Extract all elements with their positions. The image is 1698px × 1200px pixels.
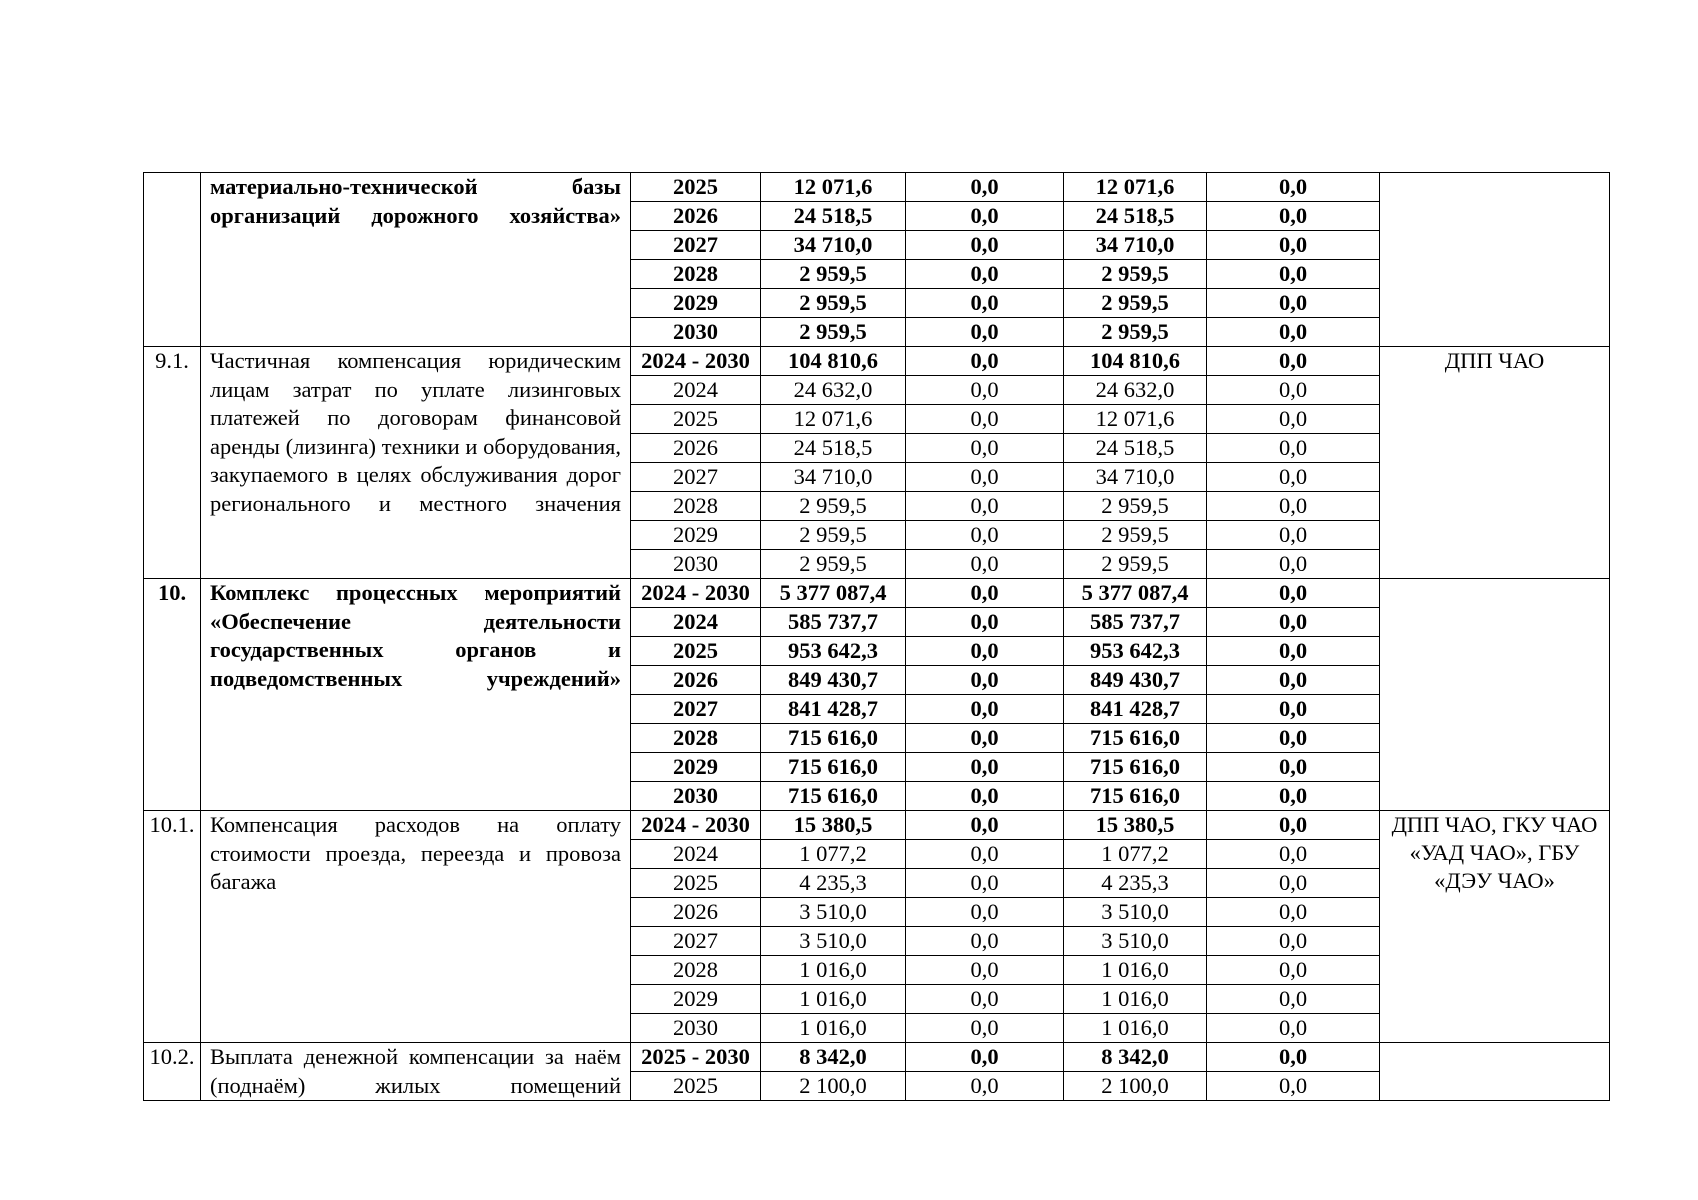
period-cell: 2024 - 2030 [631, 811, 761, 840]
regional-budget-cell: 2 959,5 [1064, 550, 1207, 579]
item-number: 9.1. [144, 347, 201, 579]
federal-budget-cell: 0,0 [906, 318, 1064, 347]
regional-budget-cell: 2 959,5 [1064, 260, 1207, 289]
other-sources-cell: 0,0 [1207, 260, 1380, 289]
regional-budget-cell: 585 737,7 [1064, 608, 1207, 637]
period-cell: 2025 [631, 405, 761, 434]
responsible-cell: ДПП ЧАО [1380, 347, 1610, 579]
item-name: Выплата денежной компенсации за наём (поднаём) жилых помещений [210, 1044, 621, 1098]
other-sources-cell: 0,0 [1207, 376, 1380, 405]
responsible-cell [1380, 1043, 1610, 1101]
federal-budget-cell: 0,0 [906, 231, 1064, 260]
federal-budget-cell: 0,0 [906, 463, 1064, 492]
item-name-cell [201, 173, 631, 347]
period-cell: 2030 [631, 318, 761, 347]
item-name: материально-технической базы организаций дорожного хозяйства» [210, 174, 621, 228]
other-sources-cell: 0,0 [1207, 579, 1380, 608]
responsible-cell: ДПП ЧАО, ГКУ ЧАО «УАД ЧАО», ГБУ «ДЭУ ЧАО» [1380, 811, 1610, 1043]
table-row [144, 811, 1610, 840]
regional-budget-cell: 849 430,7 [1064, 666, 1207, 695]
regional-budget-cell: 2 959,5 [1064, 289, 1207, 318]
regional-budget-cell: 3 510,0 [1064, 898, 1207, 927]
other-sources-cell: 0,0 [1207, 956, 1380, 985]
regional-budget-cell: 15 380,5 [1064, 811, 1207, 840]
federal-budget-cell: 0,0 [906, 260, 1064, 289]
other-sources-cell: 0,0 [1207, 898, 1380, 927]
total-cell: 24 518,5 [761, 434, 906, 463]
regional-budget-cell: 5 377 087,4 [1064, 579, 1207, 608]
period-cell: 2029 [631, 753, 761, 782]
federal-budget-cell: 0,0 [906, 695, 1064, 724]
total-cell: 1 016,0 [761, 1014, 906, 1043]
total-cell: 24 518,5 [761, 202, 906, 231]
regional-budget-cell: 12 071,6 [1064, 405, 1207, 434]
federal-budget-cell: 0,0 [906, 898, 1064, 927]
period-cell: 2026 [631, 666, 761, 695]
federal-budget-cell: 0,0 [906, 1043, 1064, 1072]
total-cell: 585 737,7 [761, 608, 906, 637]
other-sources-cell: 0,0 [1207, 869, 1380, 898]
total-cell: 2 959,5 [761, 550, 906, 579]
regional-budget-cell: 1 077,2 [1064, 840, 1207, 869]
total-cell: 849 430,7 [761, 666, 906, 695]
regional-budget-cell: 2 959,5 [1064, 318, 1207, 347]
other-sources-cell: 0,0 [1207, 985, 1380, 1014]
total-cell: 4 235,3 [761, 869, 906, 898]
federal-budget-cell: 0,0 [906, 869, 1064, 898]
period-cell: 2028 [631, 724, 761, 753]
other-sources-cell: 0,0 [1207, 666, 1380, 695]
period-cell: 2025 [631, 1072, 761, 1101]
federal-budget-cell: 0,0 [906, 927, 1064, 956]
federal-budget-cell: 0,0 [906, 608, 1064, 637]
total-cell: 5 377 087,4 [761, 579, 906, 608]
federal-budget-cell: 0,0 [906, 782, 1064, 811]
item-number: 10. [144, 579, 201, 811]
regional-budget-cell: 24 518,5 [1064, 202, 1207, 231]
other-sources-cell: 0,0 [1207, 347, 1380, 376]
federal-budget-cell: 0,0 [906, 840, 1064, 869]
federal-budget-cell: 0,0 [906, 666, 1064, 695]
table-row [144, 1043, 1610, 1072]
other-sources-cell: 0,0 [1207, 289, 1380, 318]
federal-budget-cell: 0,0 [906, 956, 1064, 985]
total-cell: 2 100,0 [761, 1072, 906, 1101]
period-cell: 2027 [631, 463, 761, 492]
federal-budget-cell: 0,0 [906, 202, 1064, 231]
period-cell: 2024 - 2030 [631, 347, 761, 376]
total-cell: 953 642,3 [761, 637, 906, 666]
regional-budget-cell: 2 100,0 [1064, 1072, 1207, 1101]
period-cell: 2024 [631, 840, 761, 869]
period-cell: 2029 [631, 521, 761, 550]
other-sources-cell: 0,0 [1207, 202, 1380, 231]
other-sources-cell: 0,0 [1207, 840, 1380, 869]
other-sources-cell: 0,0 [1207, 811, 1380, 840]
period-cell: 2028 [631, 492, 761, 521]
regional-budget-cell: 1 016,0 [1064, 985, 1207, 1014]
period-cell: 2024 - 2030 [631, 579, 761, 608]
period-cell: 2027 [631, 695, 761, 724]
federal-budget-cell: 0,0 [906, 492, 1064, 521]
federal-budget-cell: 0,0 [906, 347, 1064, 376]
other-sources-cell: 0,0 [1207, 318, 1380, 347]
total-cell: 24 632,0 [761, 376, 906, 405]
total-cell: 715 616,0 [761, 782, 906, 811]
period-cell: 2027 [631, 927, 761, 956]
period-cell: 2025 [631, 869, 761, 898]
period-cell: 2028 [631, 260, 761, 289]
regional-budget-cell: 4 235,3 [1064, 869, 1207, 898]
total-cell: 1 016,0 [761, 985, 906, 1014]
item-name-cell [201, 347, 631, 579]
item-name-cell [201, 811, 631, 1043]
total-cell: 34 710,0 [761, 463, 906, 492]
item-name-cell [201, 579, 631, 811]
total-cell: 12 071,6 [761, 405, 906, 434]
responsible-cell [1380, 579, 1610, 811]
regional-budget-cell: 715 616,0 [1064, 724, 1207, 753]
regional-budget-cell: 2 959,5 [1064, 492, 1207, 521]
table-row [144, 173, 1610, 202]
period-cell: 2025 - 2030 [631, 1043, 761, 1072]
federal-budget-cell: 0,0 [906, 521, 1064, 550]
total-cell: 2 959,5 [761, 260, 906, 289]
other-sources-cell: 0,0 [1207, 637, 1380, 666]
other-sources-cell: 0,0 [1207, 695, 1380, 724]
budget-table [143, 172, 1610, 1101]
other-sources-cell: 0,0 [1207, 550, 1380, 579]
period-cell: 2029 [631, 985, 761, 1014]
other-sources-cell: 0,0 [1207, 405, 1380, 434]
federal-budget-cell: 0,0 [906, 1014, 1064, 1043]
regional-budget-cell: 34 710,0 [1064, 463, 1207, 492]
other-sources-cell: 0,0 [1207, 492, 1380, 521]
total-cell: 1 077,2 [761, 840, 906, 869]
other-sources-cell: 0,0 [1207, 782, 1380, 811]
regional-budget-cell: 953 642,3 [1064, 637, 1207, 666]
total-cell: 2 959,5 [761, 318, 906, 347]
item-name: Компенсация расходов на оплату стоимости проезда, переезда и провоза багажа [210, 812, 621, 894]
federal-budget-cell: 0,0 [906, 637, 1064, 666]
federal-budget-cell: 0,0 [906, 753, 1064, 782]
regional-budget-cell: 8 342,0 [1064, 1043, 1207, 1072]
other-sources-cell: 0,0 [1207, 1072, 1380, 1101]
period-cell: 2028 [631, 956, 761, 985]
total-cell: 3 510,0 [761, 927, 906, 956]
regional-budget-cell: 1 016,0 [1064, 956, 1207, 985]
other-sources-cell: 0,0 [1207, 521, 1380, 550]
other-sources-cell: 0,0 [1207, 608, 1380, 637]
regional-budget-cell: 104 810,6 [1064, 347, 1207, 376]
federal-budget-cell: 0,0 [906, 173, 1064, 202]
total-cell: 1 016,0 [761, 956, 906, 985]
period-cell: 2030 [631, 1014, 761, 1043]
table-row [144, 347, 1610, 376]
period-cell: 2025 [631, 173, 761, 202]
federal-budget-cell: 0,0 [906, 579, 1064, 608]
responsible-cell [1380, 173, 1610, 347]
regional-budget-cell: 1 016,0 [1064, 1014, 1207, 1043]
item-number [144, 173, 201, 347]
period-cell: 2030 [631, 550, 761, 579]
total-cell: 841 428,7 [761, 695, 906, 724]
total-cell: 2 959,5 [761, 289, 906, 318]
period-cell: 2029 [631, 289, 761, 318]
total-cell: 715 616,0 [761, 724, 906, 753]
total-cell: 2 959,5 [761, 492, 906, 521]
regional-budget-cell: 715 616,0 [1064, 753, 1207, 782]
other-sources-cell: 0,0 [1207, 753, 1380, 782]
item-number: 10.2. [144, 1043, 201, 1101]
other-sources-cell: 0,0 [1207, 231, 1380, 260]
total-cell: 3 510,0 [761, 898, 906, 927]
item-name: Комплекс процессных мероприятий «Обеспечение деятельности государственных органов и подведомственных учреждений» [210, 580, 621, 691]
period-cell: 2025 [631, 637, 761, 666]
total-cell: 715 616,0 [761, 753, 906, 782]
total-cell: 104 810,6 [761, 347, 906, 376]
federal-budget-cell: 0,0 [906, 405, 1064, 434]
regional-budget-cell: 34 710,0 [1064, 231, 1207, 260]
total-cell: 12 071,6 [761, 173, 906, 202]
federal-budget-cell: 0,0 [906, 376, 1064, 405]
regional-budget-cell: 24 518,5 [1064, 434, 1207, 463]
item-number: 10.1. [144, 811, 201, 1043]
total-cell: 15 380,5 [761, 811, 906, 840]
item-name-cell [201, 1043, 631, 1101]
regional-budget-cell: 24 632,0 [1064, 376, 1207, 405]
period-cell: 2027 [631, 231, 761, 260]
table-row [144, 579, 1610, 608]
federal-budget-cell: 0,0 [906, 985, 1064, 1014]
item-name: Частичная компенсация юридическим лицам затрат по уплате лизинговых платежей по договорам финансовой аренды (лизинга) техники и оборудования, закупаемого в целях обслуживания дорог регионального и местного значения [210, 348, 621, 516]
regional-budget-cell: 3 510,0 [1064, 927, 1207, 956]
regional-budget-cell: 2 959,5 [1064, 521, 1207, 550]
period-cell: 2026 [631, 202, 761, 231]
period-cell: 2024 [631, 608, 761, 637]
federal-budget-cell: 0,0 [906, 724, 1064, 753]
other-sources-cell: 0,0 [1207, 1014, 1380, 1043]
total-cell: 2 959,5 [761, 521, 906, 550]
regional-budget-cell: 12 071,6 [1064, 173, 1207, 202]
period-cell: 2026 [631, 898, 761, 927]
regional-budget-cell: 715 616,0 [1064, 782, 1207, 811]
regional-budget-cell: 841 428,7 [1064, 695, 1207, 724]
period-cell: 2026 [631, 434, 761, 463]
other-sources-cell: 0,0 [1207, 927, 1380, 956]
other-sources-cell: 0,0 [1207, 1043, 1380, 1072]
federal-budget-cell: 0,0 [906, 289, 1064, 318]
other-sources-cell: 0,0 [1207, 724, 1380, 753]
federal-budget-cell: 0,0 [906, 434, 1064, 463]
federal-budget-cell: 0,0 [906, 811, 1064, 840]
federal-budget-cell: 0,0 [906, 1072, 1064, 1101]
budget-table-body [144, 173, 1610, 1101]
total-cell: 34 710,0 [761, 231, 906, 260]
period-cell: 2024 [631, 376, 761, 405]
other-sources-cell: 0,0 [1207, 173, 1380, 202]
period-cell: 2030 [631, 782, 761, 811]
federal-budget-cell: 0,0 [906, 550, 1064, 579]
other-sources-cell: 0,0 [1207, 434, 1380, 463]
total-cell: 8 342,0 [761, 1043, 906, 1072]
other-sources-cell: 0,0 [1207, 463, 1380, 492]
